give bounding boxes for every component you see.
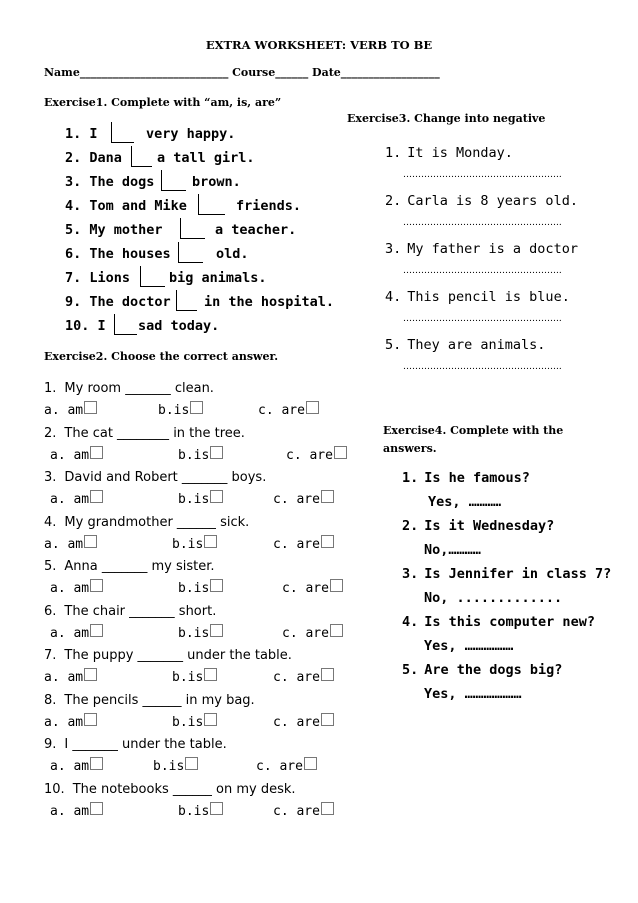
option-c[interactable]: [258, 403, 319, 418]
option-label: c. are: [273, 536, 320, 552]
option-b[interactable]: [158, 403, 203, 418]
option-b[interactable]: [178, 448, 223, 463]
option-label: a. am: [50, 447, 90, 463]
question-text: I _______ under the table.: [64, 737, 227, 752]
answer-line[interactable]: ……………………………………………..: [403, 170, 562, 180]
option-label: c. are: [256, 759, 303, 774]
question-number: 9.: [44, 737, 57, 752]
option-label: a. am: [44, 714, 84, 730]
checkbox-icon[interactable]: [185, 757, 198, 770]
option-label: c. are: [282, 625, 329, 641]
option-label: b.is: [178, 803, 210, 819]
item-number: 2.: [385, 193, 402, 209]
question-text: Is Jennifer in class 7?: [424, 566, 612, 582]
item-number: 4.: [402, 614, 419, 630]
option-label: a. am: [44, 403, 84, 418]
option-b[interactable]: [172, 670, 217, 685]
option-a[interactable]: [50, 581, 103, 596]
checkbox-icon[interactable]: [210, 624, 223, 637]
option-label: b.is: [178, 581, 210, 596]
answer-line[interactable]: ……………………………………………..: [403, 218, 562, 228]
option-c[interactable]: [273, 804, 334, 819]
question-number: 5.: [44, 559, 57, 574]
checkbox-icon[interactable]: [304, 757, 317, 770]
worksheet-title: EXTRA WORKSHEET: VERB TO BE: [205, 38, 433, 52]
option-a[interactable]: [50, 804, 103, 819]
item-number: 1.: [402, 470, 419, 486]
option-label: a. am: [50, 492, 90, 507]
exercise2-question: [44, 426, 245, 441]
option-label: b.is: [172, 670, 204, 685]
answer-blank[interactable]: [180, 218, 205, 239]
option-label: c. are: [273, 803, 320, 819]
item-number: 3.: [385, 241, 402, 257]
option-c[interactable]: [256, 759, 317, 774]
option-label: a. am: [50, 803, 90, 819]
question-number: 7.: [44, 648, 57, 663]
exercise3-item: [385, 337, 545, 353]
exercise1-item-rest: a teacher.: [215, 222, 297, 238]
exercise2-question: [44, 782, 296, 797]
exercise1-item: 10. I: [65, 318, 106, 334]
checkbox-icon[interactable]: [210, 490, 223, 503]
exercise1-item-rest: very happy.: [146, 126, 236, 142]
checkbox-icon[interactable]: [90, 757, 103, 770]
exercise2-question: [44, 693, 255, 708]
option-label: b.is: [172, 536, 204, 552]
checkbox-icon[interactable]: [210, 579, 223, 592]
question-number: 6.: [44, 603, 57, 619]
answer-line[interactable]: ……………………………………………..: [403, 362, 562, 372]
question-text: David and Robert _______ boys.: [64, 470, 267, 485]
option-a[interactable]: [50, 492, 103, 507]
option-b[interactable]: [178, 626, 223, 641]
option-b[interactable]: [172, 537, 217, 552]
option-a[interactable]: [44, 670, 97, 685]
option-c[interactable]: [273, 537, 334, 552]
option-label: a. am: [50, 625, 90, 641]
option-b[interactable]: [178, 804, 223, 819]
question-number: 2.: [44, 425, 57, 441]
question-text: The chair _______ short.: [64, 603, 217, 619]
checkbox-icon[interactable]: [190, 401, 203, 414]
exercise1-item-rest: old.: [216, 246, 249, 262]
option-label: b.is: [178, 492, 210, 507]
option-label: c. are: [282, 581, 329, 596]
option-label: a. am: [44, 670, 84, 685]
answer-prompt[interactable]: No, .............: [424, 590, 563, 606]
exercise1-item-rest: friends.: [236, 198, 302, 214]
question-text: Is this computer new?: [424, 614, 595, 630]
question-text: Is it Wednesday?: [424, 518, 555, 534]
answer-blank[interactable]: [198, 194, 225, 215]
exercise3-item: [385, 241, 578, 257]
checkbox-icon[interactable]: [330, 579, 343, 592]
exercise4-question: [402, 518, 554, 534]
checkbox-icon[interactable]: [84, 668, 97, 681]
exercise1-item: 3. The dogs: [65, 174, 155, 190]
checkbox-icon[interactable]: [321, 535, 334, 548]
exercise2-question: [44, 648, 292, 663]
option-a[interactable]: [50, 759, 103, 774]
option-c[interactable]: [273, 492, 334, 507]
exercise3-item: [385, 145, 513, 161]
exercise3-item: [385, 193, 578, 209]
exercise2-question: [44, 515, 249, 530]
exercise2-question: [44, 381, 214, 396]
question-number: 3.: [44, 470, 57, 485]
option-a[interactable]: [44, 715, 97, 730]
option-b[interactable]: [153, 759, 198, 774]
checkbox-icon[interactable]: [90, 446, 103, 459]
exercise1-item: 6. The houses: [65, 246, 171, 262]
item-text: This pencil is blue.: [407, 289, 570, 305]
option-label: b.is: [153, 759, 185, 774]
item-number: 1.: [385, 145, 402, 161]
question-text: The cat ________ in the tree.: [64, 425, 245, 441]
option-a[interactable]: [50, 448, 103, 463]
item-number: 2.: [402, 518, 419, 534]
answer-blank[interactable]: [111, 122, 134, 143]
exercise1-item: 4. Tom and Mike: [65, 198, 187, 214]
checkbox-icon[interactable]: [330, 624, 343, 637]
option-label: b.is: [178, 625, 210, 641]
checkbox-icon[interactable]: [90, 490, 103, 503]
exercise4-heading-line2: answers.: [383, 442, 437, 455]
question-text: Anna _______ my sister.: [64, 559, 215, 574]
exercise4-question: [402, 470, 530, 486]
checkbox-icon[interactable]: [90, 579, 103, 592]
option-c[interactable]: [282, 626, 343, 641]
option-label: c. are: [273, 492, 320, 507]
item-text: Carla is 8 years old.: [407, 193, 578, 209]
answer-blank[interactable]: [176, 290, 197, 311]
question-text: Are the dogs big?: [424, 662, 563, 678]
answer-blank[interactable]: [178, 242, 203, 263]
question-text: My grandmother ______ sick.: [64, 514, 250, 530]
option-a[interactable]: [50, 626, 103, 641]
exercise1-item-rest: sad today.: [138, 318, 220, 334]
item-text: My father is a doctor: [407, 241, 578, 257]
option-label: b.is: [158, 403, 190, 418]
exercise2-question: [44, 604, 216, 619]
exercise1-item-rest: a tall girl.: [157, 150, 255, 166]
exercise1-heading: Exercise1. Complete with “am, is, are”: [44, 96, 282, 109]
item-number: 3.: [402, 566, 419, 582]
option-label: c. are: [273, 670, 320, 685]
exercise1-item-rest: brown.: [192, 174, 241, 190]
answer-prompt[interactable]: Yes, …………: [428, 494, 502, 510]
answer-prompt[interactable]: Yes, …………………: [424, 686, 522, 702]
answer-prompt[interactable]: Yes, ………………: [424, 638, 514, 654]
name-course-date-line: Name___________________________ Course______ Date__________________: [44, 66, 440, 79]
option-c[interactable]: [282, 581, 343, 596]
exercise2-question: [44, 470, 266, 485]
checkbox-icon[interactable]: [321, 713, 334, 726]
answer-prompt[interactable]: No,…………: [424, 542, 481, 558]
question-text: Is he famous?: [424, 470, 530, 486]
checkbox-icon[interactable]: [204, 668, 217, 681]
answer-line[interactable]: ……………………………………………..: [403, 314, 562, 324]
question-number: 1.: [44, 381, 57, 396]
item-text: They are animals.: [407, 337, 546, 353]
option-label: b.is: [178, 447, 210, 463]
option-c[interactable]: [273, 670, 334, 685]
exercise3-heading: Exercise3. Change into negative: [347, 112, 546, 125]
exercise1-item-rest: in the hospital.: [204, 294, 335, 310]
option-label: a. am: [50, 759, 90, 774]
exercise2-question: [44, 737, 227, 752]
exercise1-item-rest: big animals.: [169, 270, 267, 286]
question-text: The notebooks ______ on my desk.: [72, 781, 296, 797]
checkbox-icon[interactable]: [84, 713, 97, 726]
item-number: 5.: [385, 337, 402, 353]
question-text: The pencils ______ in my bag.: [64, 692, 255, 708]
question-text: My room _______ clean.: [64, 381, 214, 396]
question-number: 4.: [44, 514, 57, 530]
exercise4-question: [402, 614, 595, 630]
checkbox-icon[interactable]: [90, 802, 103, 815]
option-c[interactable]: [273, 715, 334, 730]
exercise4-question: [402, 662, 562, 678]
exercise1-item: 5. My mother: [65, 222, 163, 238]
exercise1-item: 9. The doctor: [65, 294, 171, 310]
exercise2-question: [44, 559, 215, 574]
checkbox-icon[interactable]: [321, 490, 334, 503]
checkbox-icon[interactable]: [210, 802, 223, 815]
question-number: 8.: [44, 692, 57, 708]
checkbox-icon[interactable]: [334, 446, 347, 459]
exercise1-item: 1. I: [65, 126, 98, 142]
option-b[interactable]: [178, 581, 223, 596]
checkbox-icon[interactable]: [84, 535, 97, 548]
answer-blank[interactable]: [140, 266, 165, 287]
answer-blank[interactable]: [114, 314, 137, 335]
exercise2-heading: Exercise2. Choose the correct answer.: [44, 350, 279, 363]
option-b[interactable]: [178, 492, 223, 507]
item-number: 5.: [402, 662, 419, 678]
checkbox-icon[interactable]: [321, 802, 334, 815]
option-label: b.is: [172, 714, 204, 730]
checkbox-icon[interactable]: [90, 624, 103, 637]
option-c[interactable]: [286, 448, 347, 463]
option-label: a. am: [44, 536, 84, 552]
answer-line[interactable]: ……………………………………………..: [403, 266, 562, 276]
question-text: The puppy _______ under the table.: [64, 648, 292, 663]
exercise4-question: [402, 566, 611, 582]
checkbox-icon[interactable]: [321, 668, 334, 681]
option-label: c. are: [273, 714, 320, 730]
answer-blank[interactable]: [131, 146, 152, 167]
checkbox-icon[interactable]: [210, 446, 223, 459]
item-number: 4.: [385, 289, 402, 305]
checkbox-icon[interactable]: [204, 713, 217, 726]
option-a[interactable]: [44, 403, 97, 418]
exercise1-item: 2. Dana: [65, 150, 122, 166]
item-text: It is Monday.: [407, 145, 513, 161]
checkbox-icon[interactable]: [204, 535, 217, 548]
exercise3-item: [385, 289, 570, 305]
answer-blank[interactable]: [161, 170, 186, 191]
option-label: c. are: [286, 447, 333, 463]
question-number: 10.: [44, 781, 65, 797]
checkbox-icon[interactable]: [306, 401, 319, 414]
option-b[interactable]: [172, 715, 217, 730]
exercise1-item: 7. Lions: [65, 270, 131, 286]
option-label: a. am: [50, 581, 90, 596]
exercise4-heading-line1: Exercise4. Complete with the: [383, 424, 564, 437]
option-label: c. are: [258, 403, 305, 418]
option-a[interactable]: [44, 537, 97, 552]
checkbox-icon[interactable]: [84, 401, 97, 414]
